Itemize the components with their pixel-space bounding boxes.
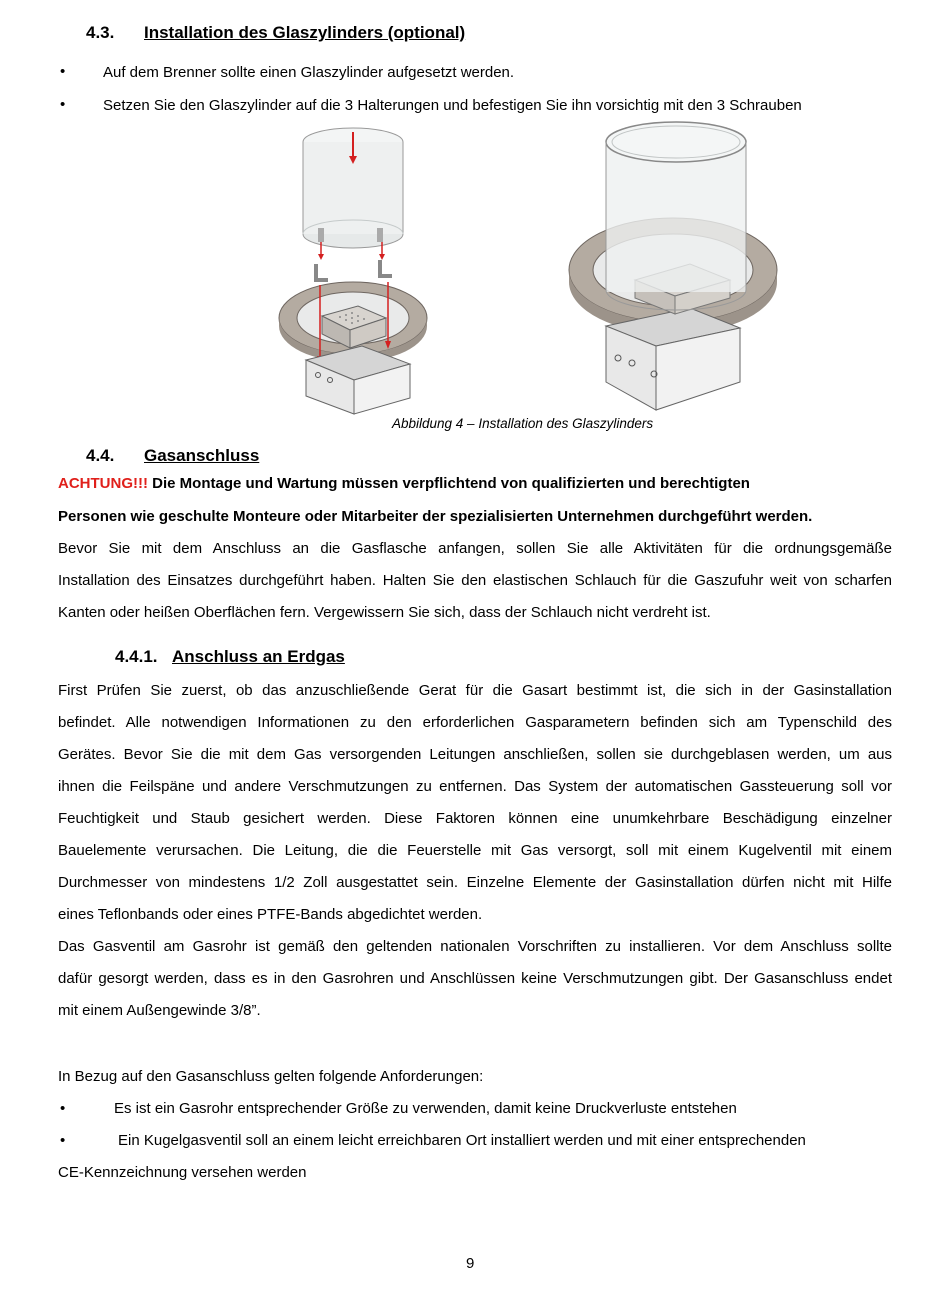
warning-label: ACHTUNG!!! [58,475,148,492]
page-number: 9 [466,1255,475,1272]
paragraph-line: First Prüfen Sie zuerst, ob das anzuschließende Gerat für die Gasart bestimmt ist, die sich in der Gasinstallation [58,682,892,699]
paragraph-line: Feuchtigkeit und Staub gesichert werden. Diese Faktoren können eine unumkehrbare Beschädigung einzelner [58,810,892,827]
section-title: Gasanschluss [144,446,260,465]
section-number: 4.3. [86,23,115,42]
section-number: 4.4.1. [115,647,158,666]
paragraph-line: Kanten oder heißen Oberflächen fern. Vergewissern Sie sich, dass der Schlauch nicht verdreht ist. [58,604,711,621]
bullet-text: Auf dem Brenner sollte einen Glaszylinder aufgesetzt werden. [103,64,515,81]
section-title: Installation des Glaszylinders (optional) [144,23,466,42]
paragraph-line: Installation des Einsatzes durchgeführt haben. Halten Sie den elastischen Schlauch für die Gaszufuhr weit von scharfen [58,572,892,589]
section-4-4-1-heading [115,647,515,669]
paragraph-line: mit einem Außengewinde 3/8”. [58,1002,261,1019]
section-4-4-heading [86,446,486,468]
exploded-view-illustration [279,128,427,414]
section-title: Anschluss an Erdgas [172,647,345,666]
paragraph-line: eines Teflonbands oder eines PTFE-Bands abgedichtet werden. [58,906,483,923]
bullet-dot: • [60,1132,66,1149]
paragraph-line: ihnen die Feilspäne und andere Verschmutzungen zu entfernen. Das System der automatischen Gassteuerung soll vor [58,778,892,795]
figure-caption: Abbildung 4 – Installation des Glaszylinders [392,416,654,431]
paragraph-line: dafür gesorgt werden, dass es in den Gasrohren und Anschlüssen keine Verschmutzungen gibt. Der Gasanschluss endet [58,970,892,987]
section-4-3-heading [86,23,586,45]
bullet-dot: • [60,63,66,80]
requirement-item: Ein Kugelgasventil soll an einem leicht erreichbaren Ort installiert werden und mit einer entsprechenden [118,1132,806,1149]
assembled-view-illustration [569,122,777,410]
paragraph-line: Durchmesser von mindestens 1/2 Zoll ausgestattet sein. Einzelne Elemente der Gasinstallation dürfen nicht mit Hilfe [58,874,892,891]
paragraph-line: Das Gasventil am Gasrohr ist gemäß den geltenden nationalen Vorschriften zu installieren. Vor dem Anschluss sollte [58,938,892,955]
section-number: 4.4. [86,446,115,465]
warning-line [58,475,892,492]
bullet-dot: • [60,96,66,113]
paragraph-line: befindet. Alle notwendigen Informationen zu den erforderlichen Gasparametern befinden sich am Typenschild des [58,714,892,731]
paragraph-line: Bevor Sie mit dem Anschluss an die Gasflasche anfangen, sollen Sie alle Aktivitäten für die ordnungsgemäße [58,540,892,557]
bullet-text: Setzen Sie den Glaszylinder auf die 3 Halterungen und befestigen Sie ihn vorsichtig mit den 3 Schrauben [103,97,802,114]
requirement-item: Es ist ein Gasrohr entsprechender Größe zu verwenden, damit keine Druckverluste entstehen [114,1100,737,1117]
paragraph-line: Gerätes. Bevor Sie die mit dem Gas versorgenden Leitungen anschließen, sollen sie durchgeblasen werden, um aus [58,746,892,763]
warning-text-cont: Personen wie geschulte Monteure oder Mitarbeiter der spezialisierten Unternehmen durchgeführt werden. [58,508,813,525]
glass-cylinder-figure [270,120,800,415]
warning-text: Die Montage und Wartung müssen verpflichtend von qualifizierten und berechtigten [152,475,750,492]
bullet-dot: • [60,1100,66,1117]
requirement-item-cont: CE-Kennzeichnung versehen werden [58,1164,307,1181]
paragraph-line: Bauelemente verursachen. Die Leitung, die die Feuerstelle mit Gas versorgt, soll mit einem Kugelventil mit einem [58,842,892,859]
requirements-intro: In Bezug auf den Gasanschluss gelten folgende Anforderungen: [58,1068,484,1085]
